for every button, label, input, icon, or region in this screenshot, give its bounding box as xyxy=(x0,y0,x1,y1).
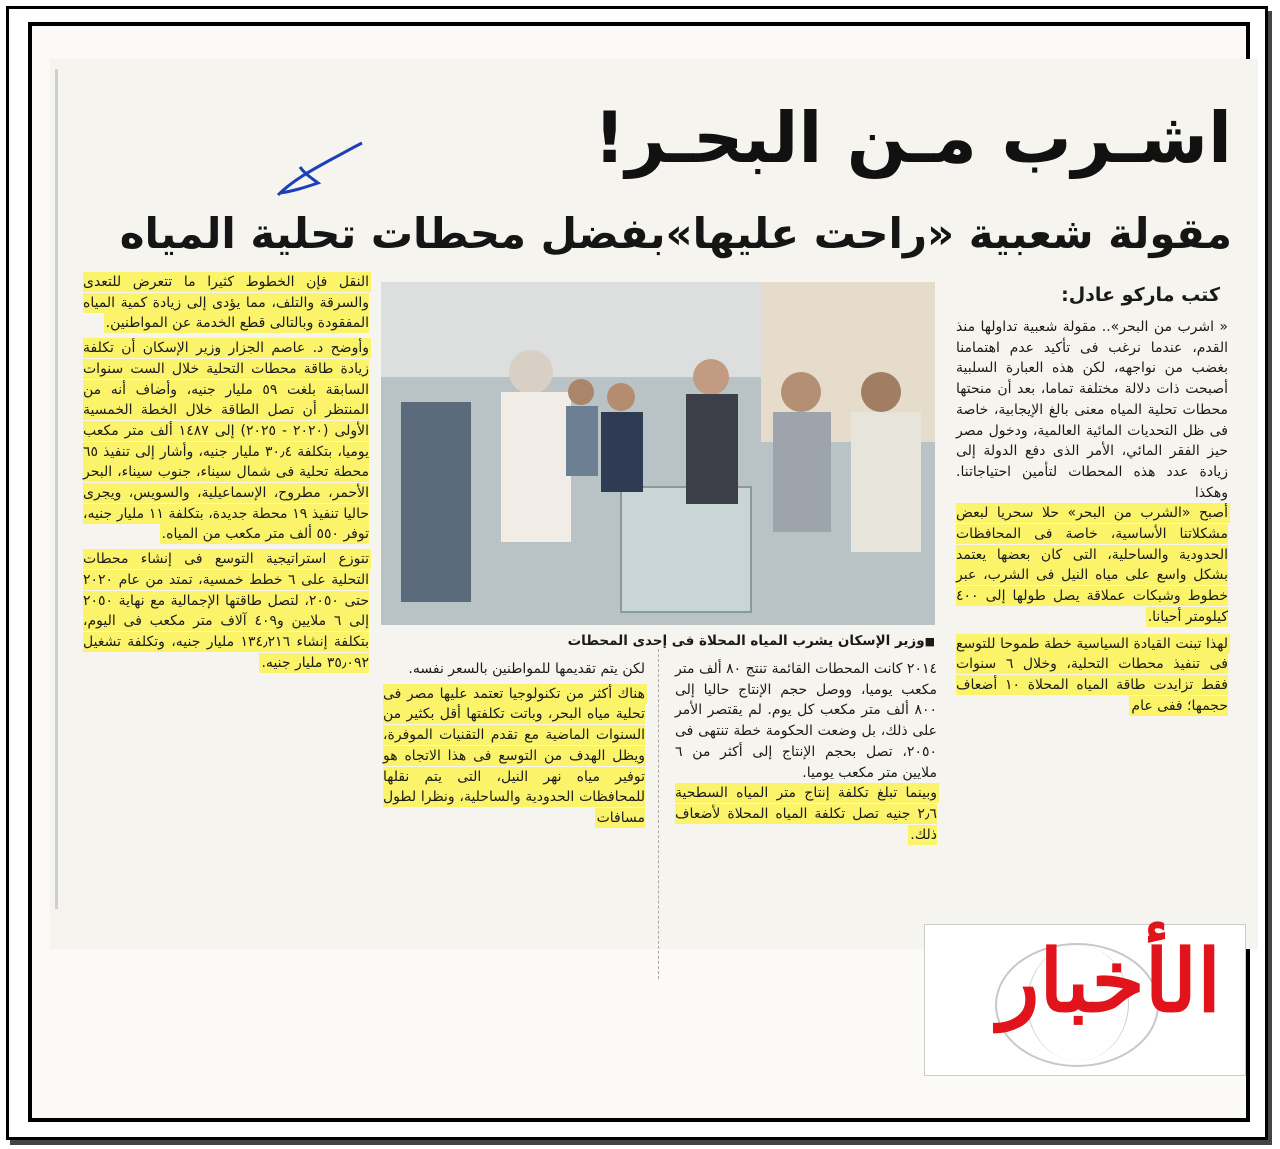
newspaper-logo xyxy=(924,924,1246,1076)
pen-mark-icon xyxy=(270,137,370,207)
highlighted-paragraph: وأوضح د. عاصم الجزار وزير الإسكان أن تكلفة زيادة طاقة محطات التحلية خلال الست سنوات السابقة بلغت ٥٩ مليار جنيه، وأضاف أنه من المنتظر أن تصل الطاقة خلال الخطة الخمسية الأولى (٢٠٢٠ - ٢٠٢٥) إلى ١٤٨٧ ألف متر مكعب يوميا، بتكلفة ٣٠٫٤ مليار جنيه، وأشار إلى تنفيذ ٦٥ محطة تحلية فى شمال سيناء، جنوب سيناء، البحر الأحمر، مطروح، الإسماعيلية، والسويس، ويجرى حاليا تنفيذ ١٩ محطة جديدة، بتكلفة ١١ مليار جنيه، توفر ٥٥٠ ألف متر مكعب من المياه. xyxy=(83,340,370,543)
column-divider xyxy=(658,649,659,979)
paragraph: ٢٠١٤ كانت المحطات القائمة تنتج ٨٠ ألف متر مكعب يوميا، ووصل حجم الإنتاج حاليا إلى ٨٠٠ ألف متر مكعب كل يوم. لم يقتصر الأمر على ذلك، بل وضعت الحكومة خطة تنتهى فى ٢٠٥٠، تصل بحجم الإنتاج إلى أكثر من ٦ ملايين متر مكعب يوميا. xyxy=(675,661,937,781)
clipping-frame xyxy=(28,22,1250,1122)
scan-edge xyxy=(55,69,58,909)
column-middle-right xyxy=(675,659,937,845)
paragraph: « اشرب من البحر».. مقولة شعبية تداولها منذ القدم، عندما نرغب فى تأكيد عدم اهتمامنا بغضب من نواجهه، لكن هذه العبارة السلبية أصبحت ذات دلالة مختلفة تماما، بعد أن منحتها محطات تحلية المياه معنى بالغ الإيجابية، خاصة فى ظل التحديات المائية العالمية، ودخول مصر حيز الفقر المائي، الأمر الذى دفع الدولة إلى زيادة عدد هذه المحطات لتأمين احتياجاتنا. وهكذا xyxy=(956,319,1228,501)
newspaper-clipping xyxy=(50,59,1258,949)
highlighted-paragraph: لهذا تبنت القيادة السياسية خطة طموحا للتوسع فى تنفيذ محطات التحلية، وخلال ٦ سنوات فقط تزايدت طاقة المياه المحلاة ١٠ أضعاف حجمها؛ ففى عام xyxy=(956,635,1229,714)
article-photo xyxy=(381,282,935,625)
column-middle-left xyxy=(383,659,645,829)
highlighted-paragraph: النقل فإن الخطوط كثيرا ما تتعرض للتعدى والسرقة والتلف، مما يؤدى إلى زيادة كمية المياه المفقودة وبالتالى قطع الخدمة عن المواطنين. xyxy=(83,274,369,332)
headline: اشـرب مـن البحـر! xyxy=(593,97,1232,179)
byline: كتب ماركو عادل: xyxy=(1061,284,1220,306)
highlighted-paragraph: هناك أكثر من تكنولوجيا تعتمد عليها مصر فى تحلية مياه البحر، وباتت تكلفتها أقل بكثير من السنوات الماضية مع تقدم التقنيات الموفرة، ويظل الهدف من التوسع فى هذا الاتجاه هو توفير مياه نهر النيل، التى يتم نقلها للمحافظات الحدودية والساحلية، ونظرا لطول مسافات xyxy=(383,685,645,826)
column-right xyxy=(956,317,1228,716)
highlighted-paragraph: أصبح «الشرب من البحر» حلا سحريا لبعض مشكلاتنا الأساسية، خاصة فى المحافظات الحدودية والساحلية، التى كان بعضها يعتمد بشكل واسع على مياه النيل فى الشرب، عبر خطوط وشبكات عملاقة يصل طولها إلى ٤٠٠ كيلومتر أحيانا. xyxy=(956,505,1228,625)
highlighted-paragraph: تتوزع استراتيجية التوسع فى إنشاء محطات التحلية على ٦ خطط خمسية، تمتد من عام ٢٠٢٠ حتى ٢٠٥٠، لتصل طاقتها الإجمالية مع نهاية ٢٠٥٠ إلى ٦ ملايين و٤٠٩ آلاف متر مكعب فى اليوم، بتكلفة إنشاء ١٣٤٫٢١٦ مليار جنيه، وتكلفة تشغيل ٣٥٫٠٩٢ مليار جنيه. xyxy=(83,551,370,671)
paragraph: لكن يتم تقديمها للمواطنين بالسعر نفسه. xyxy=(408,661,645,677)
column-left xyxy=(83,272,369,673)
photo-caption: ■ وزير الإسكان يشرب المياه المحلاة فى إحدى المحطات xyxy=(381,633,935,649)
highlighted-paragraph: وبينما تبلغ تكلفة إنتاج متر المياه السطحية ٢٫٦ جنيه تصل تكلفة المياه المحلاة لأضعاف ذلك. xyxy=(675,785,937,843)
photo-illustration xyxy=(381,282,935,625)
logo-text: الأخبار xyxy=(997,931,1221,1032)
subheadline: مقولة شعبية «راحت عليها»بفضل محطات تحلية المياه xyxy=(119,209,1232,258)
